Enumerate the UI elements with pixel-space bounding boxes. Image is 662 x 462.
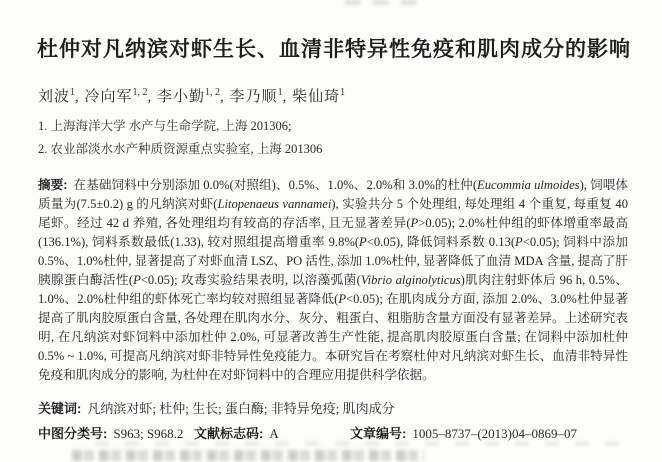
- keywords-label: 关键词:: [38, 401, 82, 416]
- clc-label: 中图分类号:: [38, 426, 108, 441]
- classification-row: [38, 423, 628, 441]
- affiliation-2: 2. 农业部淡水水产种质资源重点实验室, 上海 201306: [38, 142, 323, 156]
- keywords-line: [38, 398, 395, 417]
- article-id: [350, 423, 577, 442]
- scan-artifact-top: [345, 0, 429, 5]
- document-code: [194, 423, 279, 442]
- article-id-value: 1005–8737–(2013)04–0869–07: [412, 426, 578, 441]
- paper-title: 杜仲对凡纳滨对虾生长、血清非特异性免疫和肌肉成分的影响: [37, 38, 631, 61]
- article-id-label: 文章编号:: [350, 426, 407, 441]
- document-code-value: A: [269, 426, 279, 441]
- clc-value: S963; S968.2: [113, 426, 184, 441]
- authors-line: 刘波$^1$, 冷向军$^{1, 2}$, 李小勤$^{1, 2}$, 李乃顺$^1$, 柴仙琦$^1$: [38, 87, 346, 105]
- abstract-paragraph: [38, 176, 628, 385]
- keywords-text: 凡纳滨对虾; 杜仲; 生长; 蛋白酶; 非特异免疫; 肌肉成分: [87, 401, 395, 416]
- scan-artifact-middle: [95, 441, 630, 446]
- document-code-label: 文献标志码:: [194, 426, 264, 441]
- clc-number: [38, 423, 183, 442]
- abstract-text: 在基础饲料中分别添加 0.0%(对照组)、0.5%、1.0%、2.0%和 3.0%的杜仲(Eucommia ulmoides), 饲喂体质量为(7.5±0.2) g 的凡纳滨对虾(Litopenaeus vannamei), 实验共分 5 个处理组, 每处理组 4 个重复, 每重复 40 尾虾。经过 42 d 养殖, 各处理组均有较高的存活率, 且无显著差异(P>0.05); 2.0%杜仲组的虾体增重率最高(136.1%), 饲料系数最低(1.33), 较对照组提高增重率 9.8%(P<0.05), 降低饲料系数 0.13(P<0.05); 饲料中添加 0.5%、1.0%杜仲, 显著提高了对虾血清 LSZ、PO 活性, 添加 1.0%杜仲, 显著降低了血清 MDA 含量, 提高了肝胰腺蛋白酶活性(P<0.05); 攻毒实验结果表明, 以溶藻弧菌(Vibrio alginolyticus)肌肉注射虾体后 96 h, 0.5%、1.0%、2.0%杜仲组的虾体死亡率均较对照组显著降低(P<0.05); 在肌肉成分方面, 添加 2.0%、3.0%杜仲显著提高了肌肉胶原蛋白含量, 各处理在肌肉水分、灰分、粗蛋白、粗脂肪含量方面没有显著差异。上述研究表明, 在凡纳滨对虾饲料中添加杜仲 2.0%, 可显著改善生产性能, 提高肌肉胶原蛋白含量; 在饲料中添加杜仲 0.5% ~ 1.0%, 可提高凡纳滨对虾非特异性免疫能力。本研究旨在考察杜仲对凡纳滨对虾生长、血清非特异性免疫和肌肉成分的影响, 为杜仲在对虾饲料中的合理应用提供科学依据。: [38, 178, 629, 382]
- affiliations-block: [38, 115, 322, 161]
- affiliation-1: 1. 上海海洋大学 水产与生命学院, 上海 201306;: [38, 119, 292, 133]
- scan-artifact-cutoff-text: [72, 450, 424, 461]
- abstract-label: 摘要:: [38, 178, 68, 192]
